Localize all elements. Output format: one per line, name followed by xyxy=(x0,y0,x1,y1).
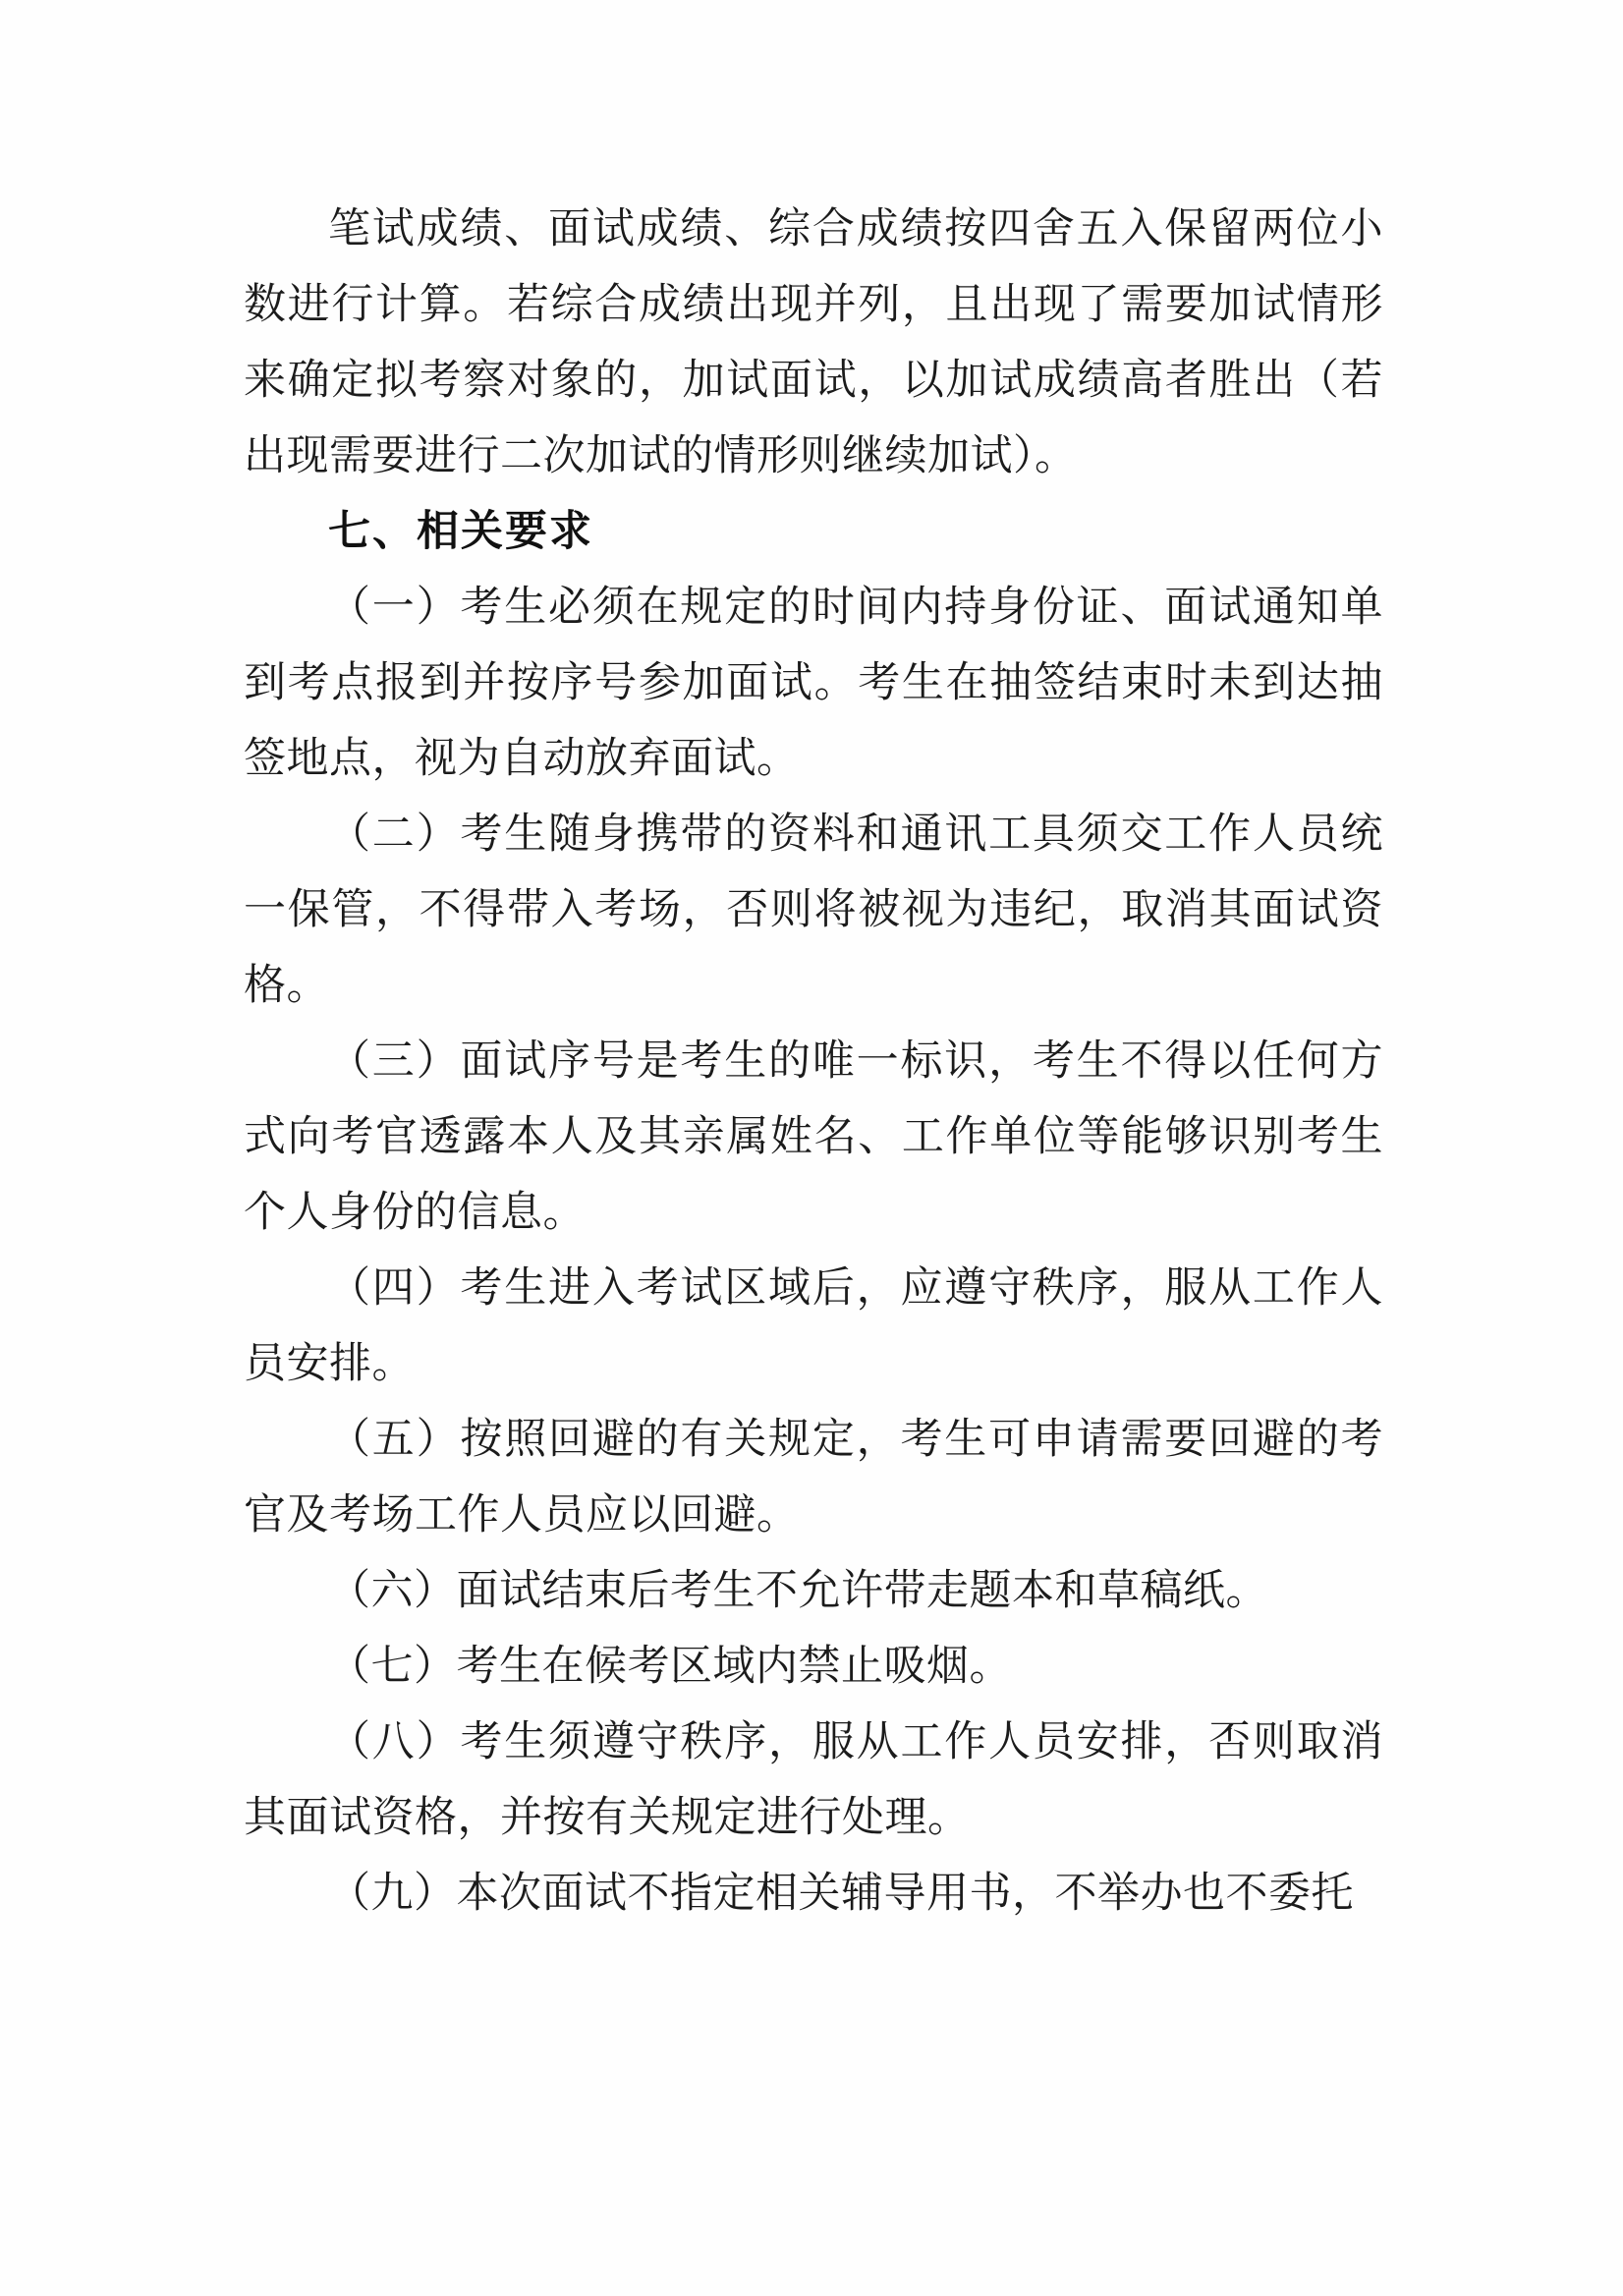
page-text-column xyxy=(244,192,1383,1932)
paragraph-requirement-2: （二）考生随身携带的资料和通讯工具须交工作人员统一保管，不得带入考场，否则将被视为违纪，取消其面试资格。 xyxy=(244,810,1383,1010)
paragraph-requirement-8: （八）考生须遵守秩序，服从工作人员安排，否则取消其面试资格，并按有关规定进行处理。 xyxy=(244,1717,1383,1842)
section-heading-requirements: 七、相关要求 xyxy=(328,507,593,556)
paragraph-requirement-6: （六）面试结束后考生不允许带走题本和草稿纸。 xyxy=(328,1566,1268,1615)
paragraph-requirement-1: （一）考生必须在规定的时间内持身份证、面试通知单到考点报到并按序号参加面试。考生在抽签结束时未到达抽签地点，视为自动放弃面试。 xyxy=(244,583,1383,783)
paragraph-requirement-7: （七）考生在候考区域内禁止吸烟。 xyxy=(328,1642,1012,1691)
paragraph-requirement-9: （九）本次面试不指定相关辅导用书，不举办也不委托 xyxy=(328,1869,1354,1918)
paragraph-scoring-rules: 笔试成绩、面试成绩、综合成绩按四舍五入保留两位小数进行计算。若综合成绩出现并列，且出现了需要加试情形来确定拟考察对象的，加试面试，以加试成绩高者胜出（若出现需要进行二次加试的情形则继续加试）。 xyxy=(244,204,1383,480)
paragraph-requirement-3: （三）面试序号是考生的唯一标识，考生不得以任何方式向考官透露本人及其亲属姓名、工作单位等能够识别考生个人身份的信息。 xyxy=(244,1036,1383,1237)
paragraph-requirement-4: （四）考生进入考试区域后，应遵守秩序，服从工作人员安排。 xyxy=(244,1263,1383,1388)
paragraph-requirement-5: （五）按照回避的有关规定，考生可申请需要回避的考官及考场工作人员应以回避。 xyxy=(244,1415,1383,1540)
